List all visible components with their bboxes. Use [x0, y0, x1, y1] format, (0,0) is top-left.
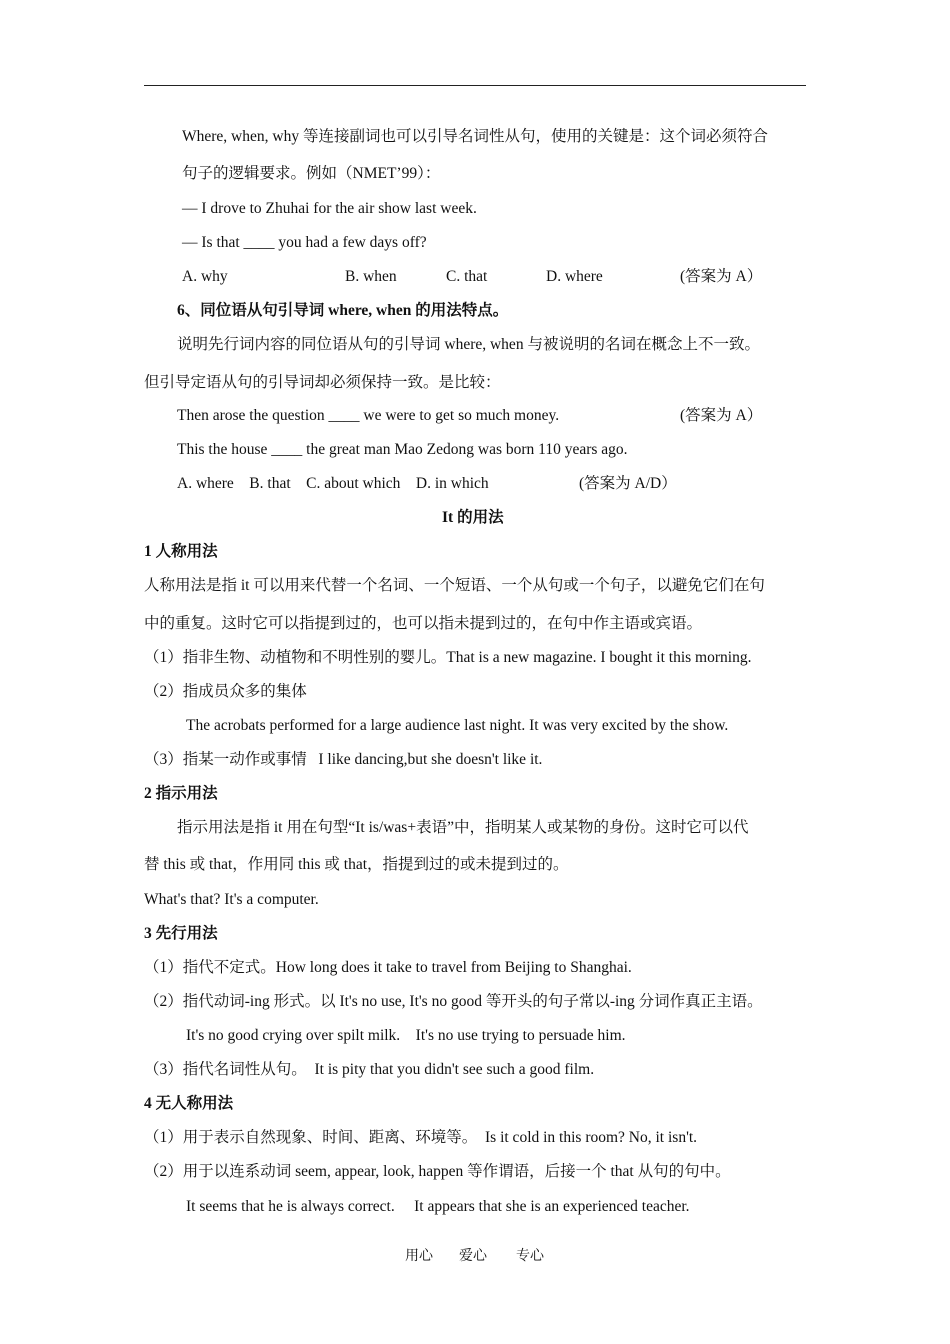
text-line: （3）指某一动作或事情 I like dancing,but she doesn't like it. [144, 751, 543, 768]
example-line: This the house ____ the great man Mao Zedong was born 110 years ago. [177, 441, 628, 458]
text-line: 替 this 或 that，作用同 this 或 that，指提到过的或未提到过的。 [144, 856, 569, 873]
example-line: The acrobats performed for a large audience last night. It was very excited by the show. [186, 717, 729, 734]
example-line: It's no good crying over spilt milk. It's no use trying to persuade him. [186, 1027, 626, 1044]
options-line: A. where B. that C. about which D. in which [177, 475, 489, 492]
section-heading: 2 指示用法 [144, 785, 218, 802]
section-heading: 1 人称用法 [144, 543, 218, 560]
example-line: It seems that he is always correct. It appears that she is an experienced teacher. [186, 1198, 690, 1215]
text-line: （2）用于以连系动词 seem, appear, look, happen 等作谓语，后接一个 that 从句的句中。 [144, 1163, 731, 1180]
section-heading: 4 无人称用法 [144, 1095, 234, 1112]
text-line: 指示用法是指 it 用在句型“It is/was+表语”中，指明某人或某物的身份。这时它可以代 [177, 819, 749, 836]
footer-text: 爱心 [459, 1249, 487, 1264]
footer-text: 用心 [405, 1249, 433, 1264]
section-title: It 的用法 [442, 509, 504, 526]
text-line: 人称用法是指 it 可以用来代替一个名词、一个短语、一个从句或一个句子，以避免它们在句 [144, 577, 765, 594]
text-line: 说明先行词内容的同位语从句的引导词 where, when 与被说明的名词在概念上不一致。 [177, 336, 760, 353]
option-d: D. where [546, 268, 603, 285]
text-line: 句子的逻辑要求。例如（NMET’99）： [182, 165, 441, 182]
text-line: （1）用于表示自然现象、时间、距离、环境等。 Is it cold in this room? No, it isn't. [144, 1129, 698, 1146]
text-line: （2）指代动词-ing 形式。以 It's no use, It's no good 等开头的句子常以-ing 分词作真正主语。 [144, 993, 763, 1010]
text-line: （3）指代名词性从句。 It is pity that you didn't see such a good film. [144, 1061, 595, 1078]
text-line: — Is that ____ you had a few days off? [182, 234, 427, 251]
option-b: B. when [345, 268, 397, 285]
option-c: C. that [446, 268, 488, 285]
example-line: Then arose the question ____ we were to get so much money. [177, 407, 560, 424]
answer-note: (答案为 A/D） [579, 475, 677, 492]
answer-note: (答案为 A） [680, 268, 763, 285]
text-line: 但引导定语从句的引导词却必须保持一致。是比较： [144, 374, 501, 391]
example-line: What's that? It's a computer. [144, 891, 319, 908]
header-rule [144, 85, 806, 86]
text-line: （1）指代不定式。How long does it take to travel from Beijing to Shanghai. [144, 959, 632, 976]
answer-note: (答案为 A） [680, 407, 763, 424]
section-heading: 6、同位语从句引导词 where, when 的用法特点。 [177, 302, 509, 319]
text-line: 中的重复。这时它可以指提到过的，也可以指未提到过的，在句中作主语或宾语。 [144, 615, 703, 632]
text-line: （1）指非生物、动植物和不明性别的婴儿。That is a new magazine. I bought it this morning. [144, 649, 752, 666]
text-line: — I drove to Zhuhai for the air show last week. [182, 200, 477, 217]
section-heading: 3 先行用法 [144, 925, 218, 942]
footer-text: 专心 [516, 1249, 544, 1264]
option-a: A. why [182, 268, 228, 285]
text-line: Where, when, why 等连接副词也可以引导名词性从句，使用的关键是：这个词必须符合 [182, 128, 768, 145]
text-line: （2）指成员众多的集体 [144, 683, 307, 700]
